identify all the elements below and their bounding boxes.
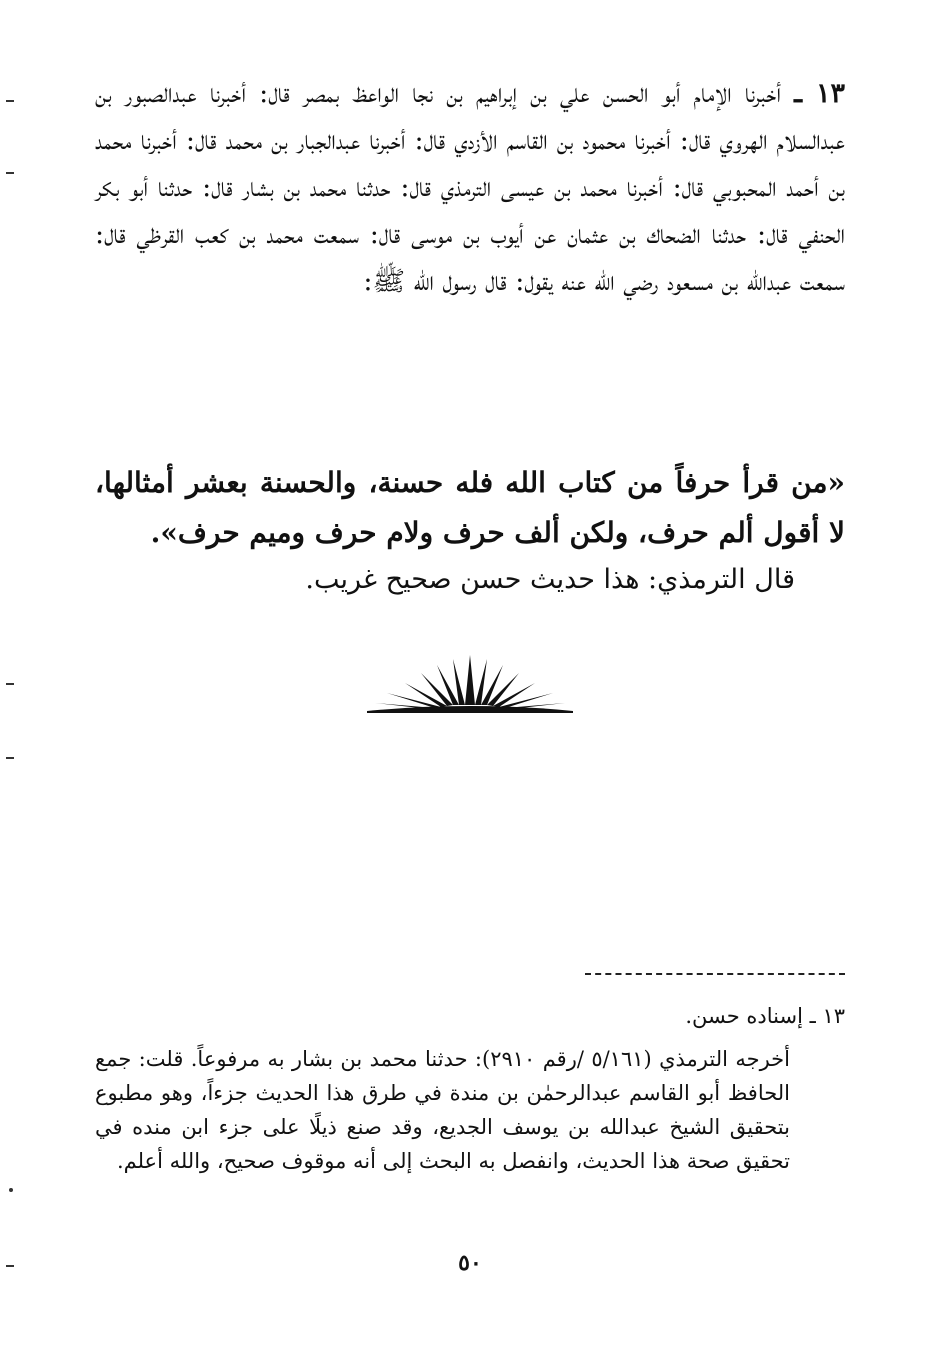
- margin-dot: [9, 1188, 13, 1192]
- margin-mark: [6, 757, 14, 759]
- hadith-text: «من قرأ حرفاً من كتاب الله فله حسنة، والحسنة بعشر أمثالها، لا أقول ألم حرف، ولكن ألف حرف ولام حرف وميم حرف».: [95, 466, 845, 549]
- margin-mark: [6, 1265, 14, 1267]
- margin-mark: [6, 172, 14, 174]
- footnote-body: أخرجه الترمذي (٥/١٦١ /رقم ٢٩١٠): حدثنا محمد بن بشار به مرفوعاً. قلت: جمع الحافظ أبو القاسم عبدالرحمٰن بن مندة في طرق هذا الحديث جزءاً، وهو مطبوع بتحقيق الشيخ عبدالله بن يوسف الجديع، وقد صنع ذيلًا على جزء ابن منده في تحقيق صحة هذا الحديث، وانفصل به البحث إلى أنه موقوف صحيح، والله أعلم.: [95, 1047, 790, 1173]
- tirmidhi-ruling: قال الترمذي: هذا حديث حسن صحيح غريب.: [305, 564, 795, 595]
- margin-mark: [6, 100, 14, 102]
- margin-mark: [6, 683, 14, 685]
- book-page: [95, 70, 845, 1360]
- sunburst-ornament: [365, 655, 575, 715]
- hadith-isnad-paragraph: [95, 70, 845, 305]
- hadith-number: ١٣ ـ: [794, 78, 845, 109]
- page-number: ٥٠: [458, 1250, 482, 1276]
- footnote-heading: ١٣ ـ إسناده حسن.: [685, 1004, 845, 1028]
- hadith-isnad: أخبرنا الإمام أبو الحسن علي بن إبراهيم بن نجا الواعظ بمصر قال: أخبرنا عبدالصبور بن عبدالسلام الهروي قال: أخبرنا محمود بن القاسم الأزدي قال: أخبرنا عبدالجبار بن محمد قال: أخبرنا محمد بن أحمد المحبوبي قال: أخبرنا محمد بن عيسى الترمذي قال: حدثنا محمد بن بشار قال: حدثنا أبو بكر الحنفي قال: حدثنا الضحاك بن عثمان عن أيوب بن موسى قال: سمعت محمد بن كعب القرظي قال: سمعت عبدالله بن مسعود رضي الله عنه يقول: قال رسول الله ﷺ:: [95, 78, 845, 297]
- footnote-separator: [585, 973, 845, 975]
